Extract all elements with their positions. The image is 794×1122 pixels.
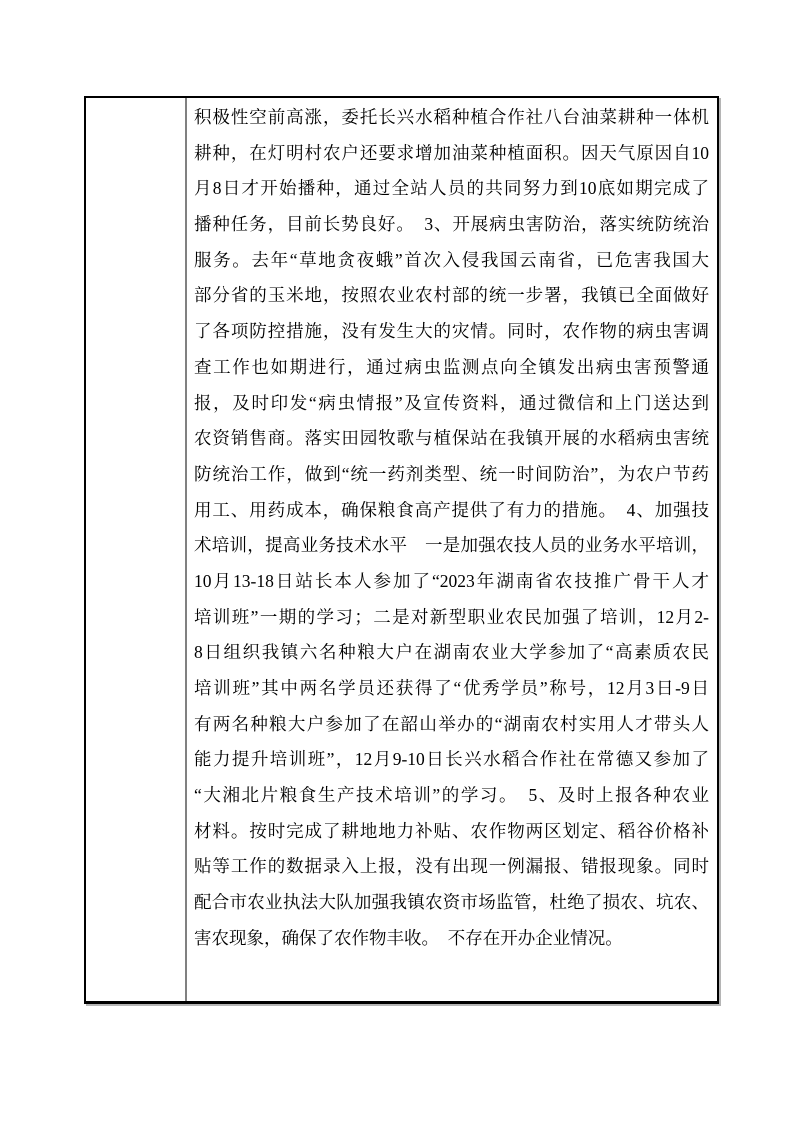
text-line: 培训班”一期的学习；二是对新型职业农民加强了培训，12月2- <box>194 606 709 627</box>
text-line: “大湘北片粮食生产技术培训”的学习。 5、及时上报各种农业 <box>194 785 709 806</box>
text-line: 10月13-18日站长本人参加了“2023年湖南省农技推广骨干人才 <box>194 570 709 591</box>
text-line: 材料。按时完成了耕地地力补贴、农作物两区划定、稻谷价格补 <box>194 820 709 841</box>
table-content-cell <box>187 98 717 1001</box>
text-line: 8日组织我镇六名种粮大户在湖南农业大学参加了“高素质农民 <box>194 642 709 663</box>
text-line: 培训班”其中两名学员还获得了“优秀学员”称号，12月3日-9日 <box>194 678 709 698</box>
text-line: 农资销售商。落实田园牧歌与植保站在我镇开展的水稻病虫害统 <box>194 428 709 449</box>
report-table <box>84 96 719 1004</box>
text-line: 防统治工作，做到“统一药剂类型、统一时间防治”，为农户节药 <box>194 463 709 484</box>
text-line: 配合市农业执法大队加强我镇农资市场监管，杜绝了损农、坑农、 <box>194 892 709 913</box>
text-line: 了各项防控措施，没有发生大的灾情。同时，农作物的病虫害调 <box>194 321 709 342</box>
text-line: 用工、用药成本，确保粮食高产提供了有力的措施。 4、加强技 <box>194 499 709 520</box>
text-line: 报，及时印发“病虫情报”及宣传资料，通过微信和上门送达到 <box>194 392 709 413</box>
text-line: 耕种，在灯明村农户还要求增加油菜种植面积。因天气原因自10 <box>194 142 709 163</box>
table-left-cell <box>86 98 187 1001</box>
text-line: 播种任务，目前长势良好。 3、开展病虫害防治，落实统防统治 <box>194 214 709 235</box>
text-line: 月8日才开始播种，通过全站人员的共同努力到10底如期完成了 <box>194 178 709 199</box>
text-line: 积极性空前高涨，委托长兴水稻种植合作社八台油菜耕种一体机 <box>194 107 709 127</box>
text-line: 有两名种粮大户参加了在韶山举办的“湖南农村实用人才带头人 <box>194 713 709 734</box>
text-line: 部分省的玉米地，按照农业农村部的统一步署，我镇已全面做好 <box>194 285 709 306</box>
text-line: 贴等工作的数据录入上报，没有出现一例漏报、错报现象。同时 <box>194 856 709 877</box>
text-line: 术培训，提高业务技术水平 一是加强农技人员的业务水平培训， <box>194 535 709 556</box>
text-line: 害农现象，确保了农作物丰收。 不存在开办企业情况。 <box>194 927 623 948</box>
text-line: 查工作也如期进行，通过病虫监测点向全镇发出病虫害预警通 <box>194 356 709 377</box>
text-line: 能力提升培训班”，12月9-10日长兴水稻合作社在常德又参加了 <box>194 749 709 770</box>
text-line: 服务。去年“草地贪夜蛾”首次入侵我国云南省，已危害我国大 <box>194 249 709 270</box>
